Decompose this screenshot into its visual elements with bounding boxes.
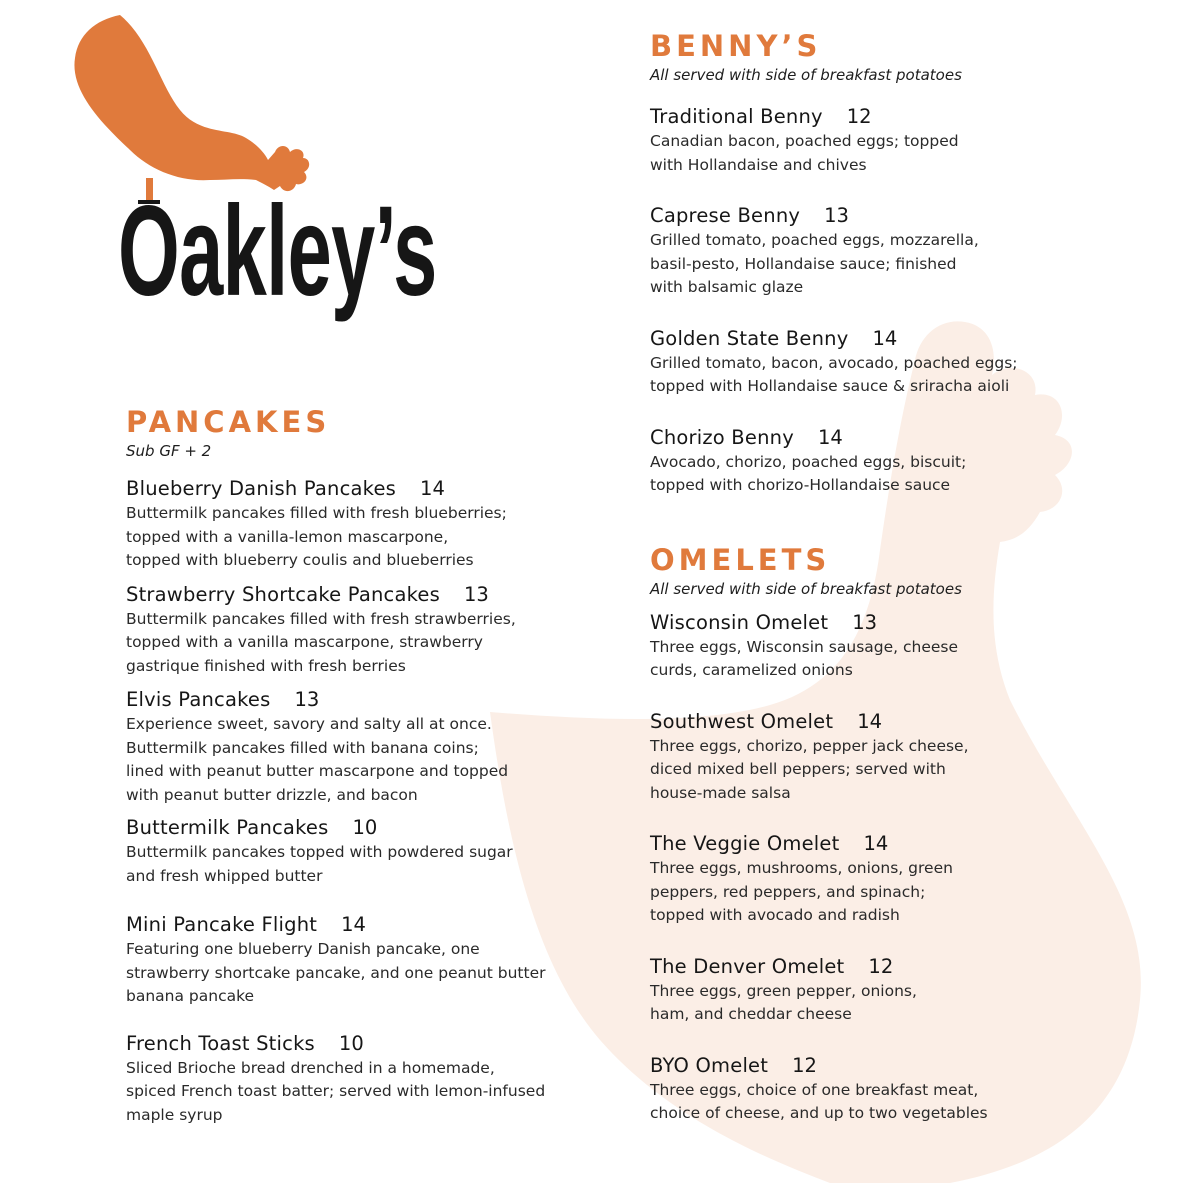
item-name: French Toast Sticks xyxy=(126,1031,315,1055)
item-name: The Denver Omelet xyxy=(650,954,845,978)
item-name: BYO Omelet xyxy=(650,1053,769,1077)
menu-item xyxy=(650,610,1070,683)
item-name: Caprese Benny xyxy=(650,204,801,227)
item-description: Featuring one blueberry Danish pancake, one strawberry shortcake pancake, and one peanut butter banana pancake xyxy=(126,940,546,1005)
section-title-pancakes: PANCAKES xyxy=(126,405,331,439)
item-price: 13 xyxy=(463,582,489,606)
brand-logo-text: Oakley’s xyxy=(118,180,437,323)
item-description: Three eggs, mushrooms, onions, green peppers, red peppers, and spinach; topped with avocado and radish xyxy=(650,859,953,924)
item-name: Strawberry Shortcake Pancakes xyxy=(126,582,440,606)
item-price: 13 xyxy=(294,688,320,711)
section-note-bennys: All served with side of breakfast potatoes xyxy=(650,66,962,84)
item-description: Buttermilk pancakes filled with fresh strawberries, topped with a vanilla mascarpone, strawberry gastrique finished with fresh berries xyxy=(126,609,516,675)
menu-item xyxy=(650,831,1070,928)
menu-item xyxy=(126,582,566,679)
item-price: 14 xyxy=(420,477,445,500)
item-name: Buttermilk Pancakes xyxy=(126,816,329,839)
section-note-omelets: All served with side of breakfast potatoes xyxy=(650,579,962,598)
item-description: Grilled tomato, poached eggs, mozzarella, basil-pesto, Hollandaise sauce; finished with balsamic glaze xyxy=(650,231,979,296)
item-description: Grilled tomato, bacon, avocado, poached eggs; topped with Hollandaise sauce & sriracha aioli xyxy=(650,353,1018,395)
menu-item xyxy=(126,476,566,573)
menu-item xyxy=(650,954,1070,1027)
item-description: Experience sweet, savory and salty all at once. Buttermilk pancakes filled with banana coins; lined with peanut butter mascarpone and topped with peanut butter drizzle, and bacon xyxy=(126,715,509,804)
item-price: 10 xyxy=(352,816,378,839)
bennys-section xyxy=(650,28,1070,498)
item-price: 13 xyxy=(852,610,878,634)
item-description: Three eggs, chorizo, pepper jack cheese, diced mixed bell peppers; served with house-made salsa xyxy=(650,736,969,802)
menu-item xyxy=(650,425,1070,498)
menu-item xyxy=(650,203,1070,300)
item-name: Southwest Omelet xyxy=(650,709,834,733)
section-note-pancakes: Sub GF + 2 xyxy=(126,442,212,460)
item-description: Buttermilk pancakes topped with powdered sugar and fresh whipped butter xyxy=(126,843,513,885)
item-price: 14 xyxy=(857,709,883,733)
pancakes-section xyxy=(126,404,566,1127)
section-title-omelets: OMELETS xyxy=(650,542,831,577)
menu-item xyxy=(126,687,566,807)
item-description: Buttermilk pancakes filled with fresh blueberries; topped with a vanilla-lemon mascarpone, topped with blueberry coulis and blueberries xyxy=(126,504,507,569)
menu-item xyxy=(650,104,1070,177)
item-name: Mini Pancake Flight xyxy=(126,913,318,936)
item-name: The Veggie Omelet xyxy=(650,832,840,855)
menu-item xyxy=(650,326,1070,399)
menu-item xyxy=(650,709,1070,806)
right-column xyxy=(650,28,1070,1126)
item-price: 13 xyxy=(824,204,849,227)
item-name: Wisconsin Omelet xyxy=(650,610,829,634)
item-price: 12 xyxy=(846,105,872,128)
item-description: Three eggs, Wisconsin sausage, cheese curds, caramelized onions xyxy=(650,637,959,679)
menu-item xyxy=(126,815,566,888)
item-price: 14 xyxy=(863,832,889,855)
item-description: Three eggs, green pepper, onions, ham, and cheddar cheese xyxy=(650,981,917,1023)
item-name: Elvis Pancakes xyxy=(126,688,271,711)
item-description: Three eggs, choice of one breakfast meat, choice of cheese, and up to two vegetables xyxy=(650,1080,988,1122)
item-price: 12 xyxy=(792,1053,817,1077)
omelets-section xyxy=(650,542,1070,1126)
item-name: Blueberry Danish Pancakes xyxy=(126,477,397,500)
item-name: Chorizo Benny xyxy=(650,425,794,449)
item-description: Canadian bacon, poached eggs; topped with Hollandaise and chives xyxy=(650,132,959,174)
menu-item xyxy=(650,1053,1070,1126)
menu-item xyxy=(126,1031,566,1128)
item-price: 12 xyxy=(868,954,894,978)
item-price: 10 xyxy=(338,1031,364,1055)
item-name: Traditional Benny xyxy=(650,105,823,128)
item-price: 14 xyxy=(872,326,898,350)
menu-item xyxy=(126,912,566,1009)
item-price: 14 xyxy=(341,913,366,936)
item-description: Sliced Brioche bread drenched in a homemade, spiced French toast batter; served with lemon-infused maple syrup xyxy=(126,1058,546,1124)
section-title-bennys: BENNY’S xyxy=(650,29,822,63)
item-price: 14 xyxy=(817,425,843,449)
item-description: Avocado, chorizo, poached eggs, biscuit; topped with chorizo-Hollandaise sauce xyxy=(650,452,967,494)
item-name: Golden State Benny xyxy=(650,326,849,350)
